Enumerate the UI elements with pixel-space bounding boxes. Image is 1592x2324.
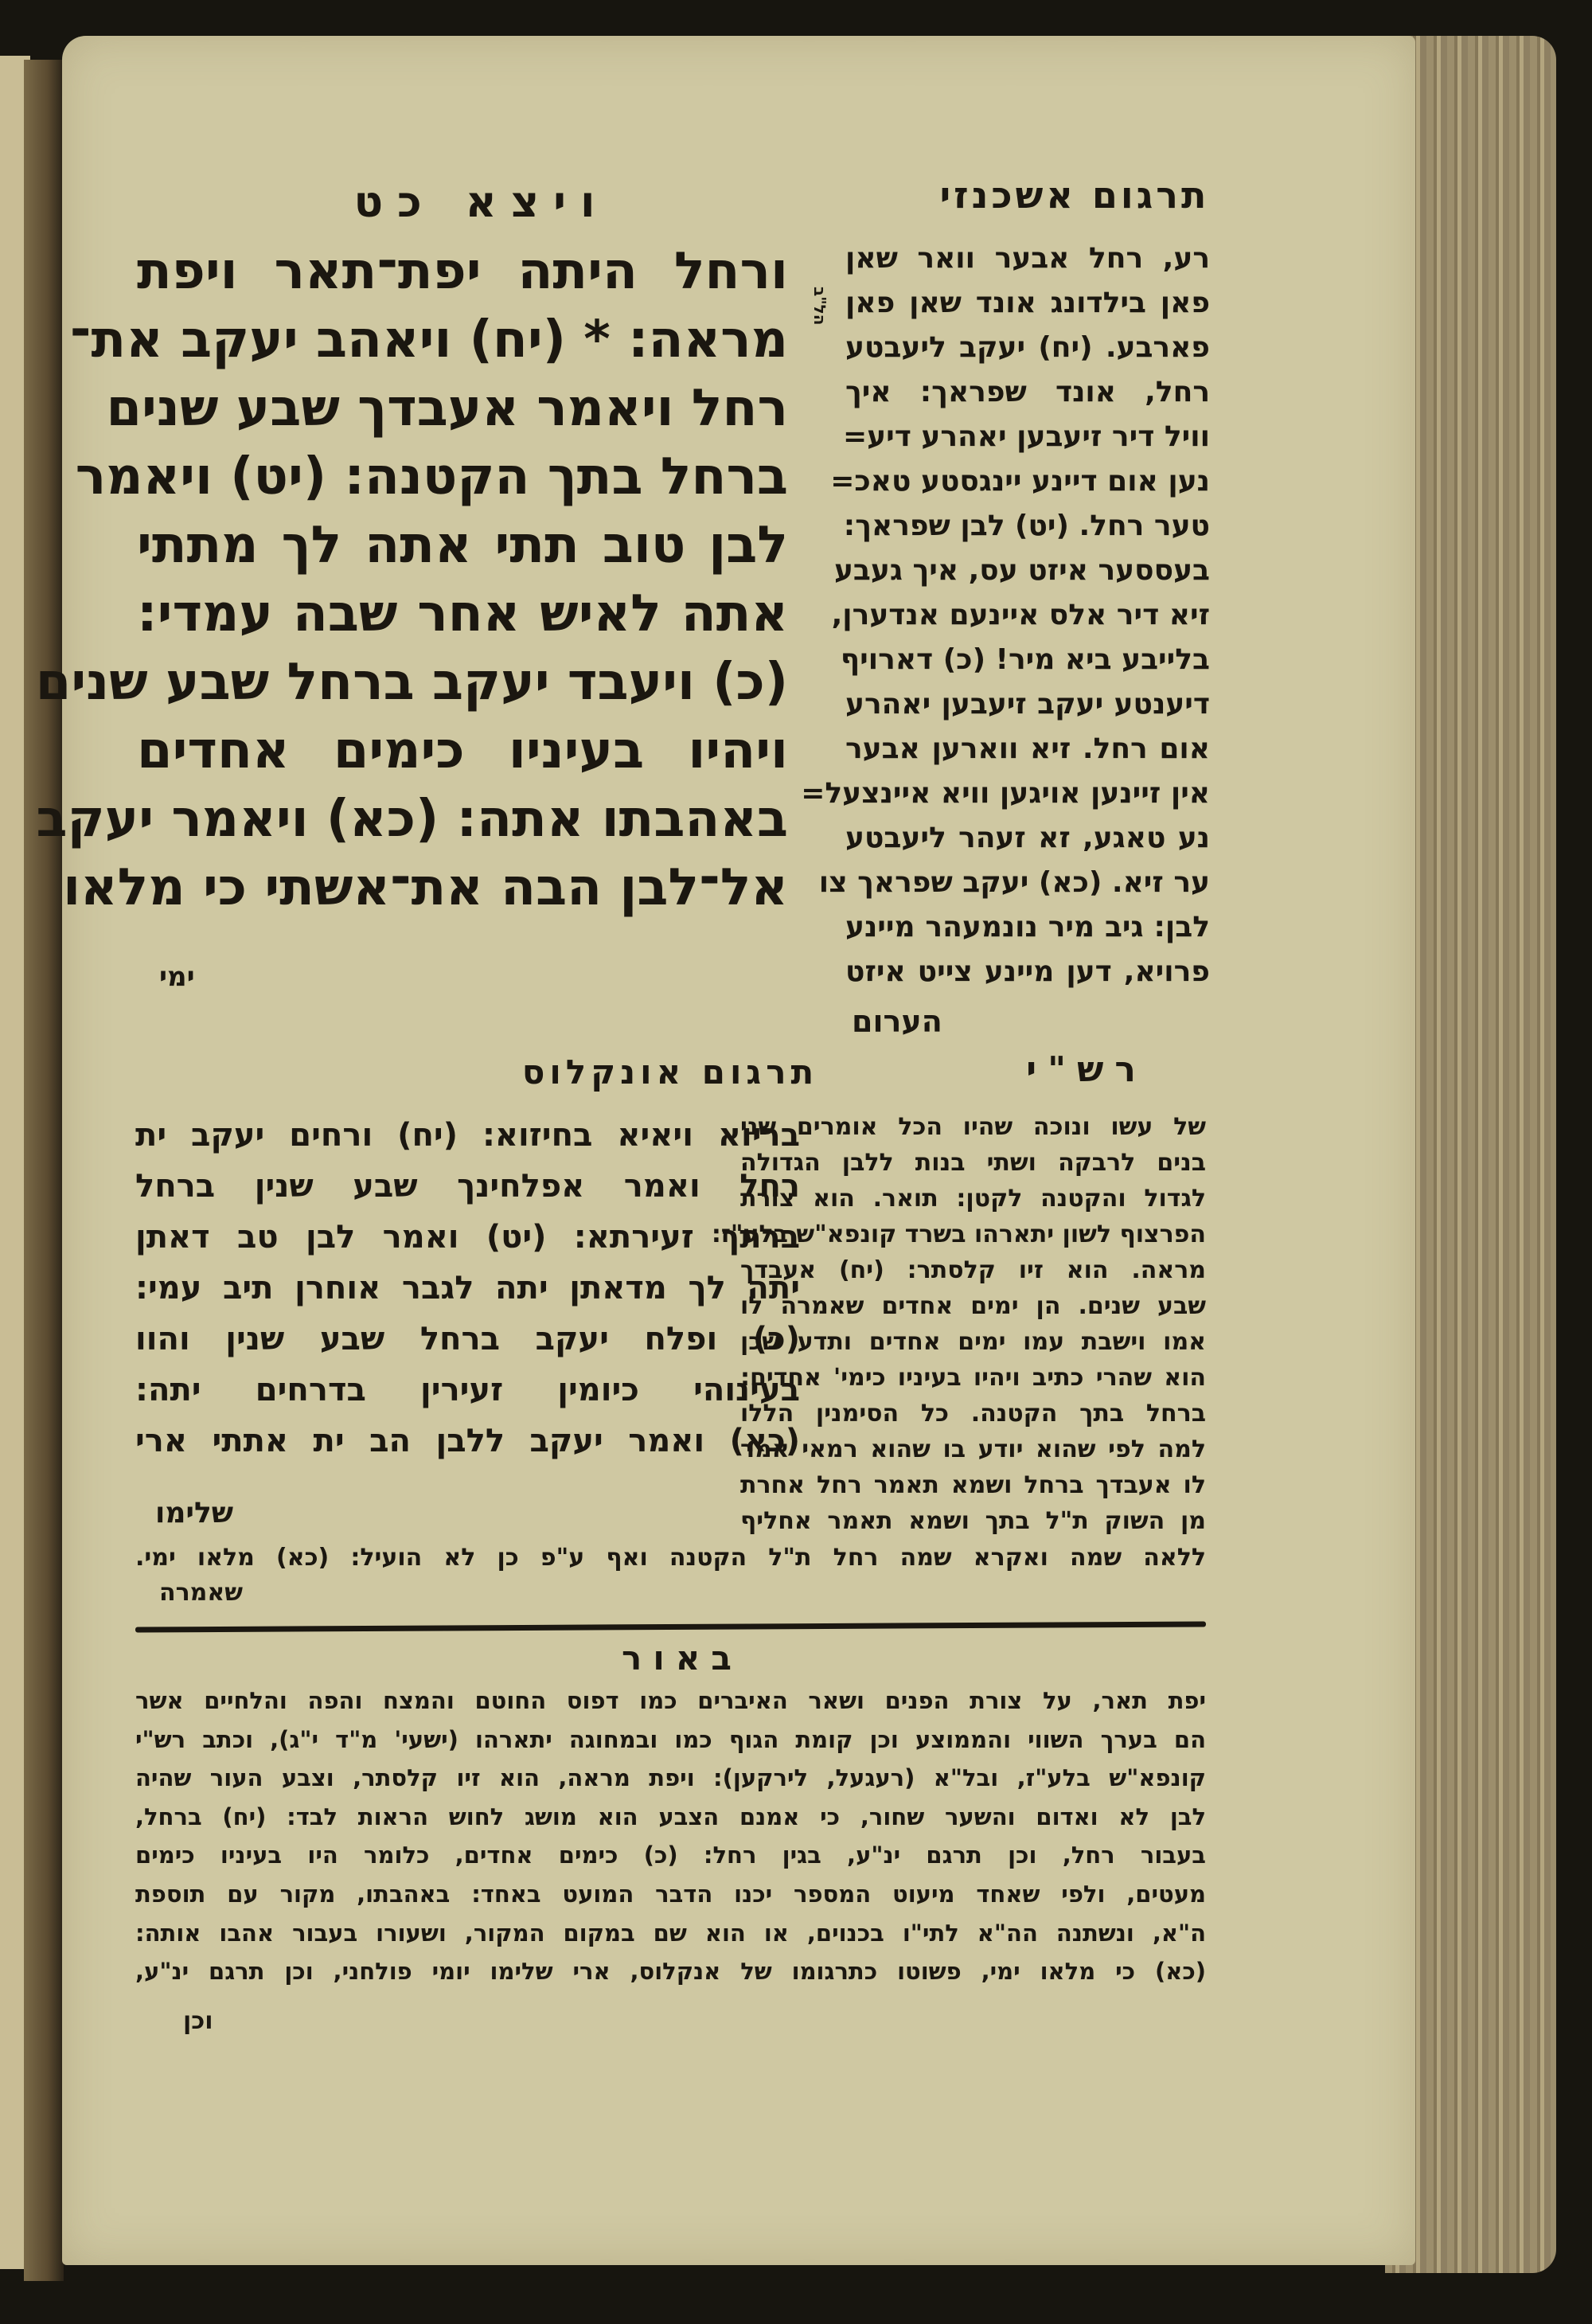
- text-line: בעססער איזט עס, איך געבע: [833, 554, 1210, 587]
- rashi-commentary: [711, 1109, 1206, 1539]
- text-line: בלייבע ביא מיר! (כ) דארויף: [840, 643, 1210, 676]
- text-line: מן השוק ת"ל בתך ושמא תאמר אחליף: [740, 1507, 1206, 1535]
- text-line: יתה לך מדאתן יתה לגבר אוחרן תיב עמי:: [135, 1270, 800, 1307]
- book-gutter: [24, 60, 64, 2281]
- text-line: של עשו ונוכה שהיו הכל אומרים שני: [740, 1113, 1206, 1141]
- text-line: ברתך זעירתא: (יט) ואמר לבן טב דאתן: [135, 1219, 800, 1256]
- text-line: באהבתו אתה: (כא) ויאמר יעקב: [36, 790, 788, 849]
- text-line: פארבע. (יח) יעקב ליעבטע: [845, 331, 1210, 364]
- ashkenazi-catchword: הערום: [852, 1004, 942, 1039]
- text-line: רחל, אונד שפראך: איך: [845, 376, 1210, 408]
- text-line: רע, רחל אבער וואר שאן: [845, 242, 1210, 275]
- header-targum-ashkenazi: תרגום אשכנזי: [939, 174, 1210, 217]
- text-line: בריוא ויאיא בחיזוא: (יח) ורחים יעקב ית: [135, 1117, 800, 1154]
- text-line: לו אעבדך ברחל ושמא תאמר רחל אחרת: [740, 1471, 1206, 1499]
- text-line: ויהיו בעיניו כימים אחדים: [137, 721, 788, 780]
- text-line: רחל ואמר אפלחינך שבע שנין ברחל: [135, 1168, 800, 1205]
- text-line: (כ) ויעבד יעקב ברחל שבע שנים: [35, 653, 788, 712]
- torah-text: [35, 237, 788, 922]
- rashi-catchword: שאמרה: [159, 1579, 243, 1607]
- text-line: אל־לבן הבה את־אשתי כי מלאו: [63, 858, 788, 917]
- text-line: פאן בילדונג אונד שאן פאן: [845, 287, 1210, 319]
- text-line: אין זיינען אויגען וויא איינצעל=: [801, 777, 1210, 810]
- header-targum-onkelos: תרגום אונקלוס: [521, 1053, 819, 1092]
- text-line: ברחל בתך הקטנה. כל הסימנין הללו: [740, 1400, 1206, 1428]
- margin-note: הל"ב: [810, 287, 829, 326]
- text-line: אמו וישבת עמו ימים אחדים ותדע שכן: [740, 1328, 1206, 1356]
- rashi-last-line: ללאה שמה ואקרא שמה רחל ת"ל הקטנה ואף ע"פ כן לא הועיל: (כא) מלאו ימי.: [135, 1544, 1206, 1572]
- text-line: ורחל היתה יפת־תאר ויפת: [137, 242, 788, 301]
- biur-catchword: וכן: [183, 2007, 213, 2035]
- text-line: בנים לרבקה ושתי בנות ללבן הגדולה: [740, 1149, 1206, 1177]
- text-line: ברחל בתך הקטנה: (יט) ויאמר: [75, 447, 788, 506]
- text-line: וויל דיר זיעבען יאהרע דיע=: [842, 420, 1210, 453]
- text-line: אתה לאיש אחר שבה עמדי:: [137, 584, 788, 643]
- header-biur: באור: [622, 1639, 743, 1678]
- text-line: הוא שהרי כתיב ויהיו בעיניו כימי' אחדים:: [740, 1364, 1206, 1392]
- text-line: הם בערך השווי והממוצע וכן קומת הגוף כמו ובמחוגה יתארהו (ישעי' מ"ד י"ג), וכתב רש"י: [135, 1725, 1206, 1753]
- text-line: שבע שנים. הן ימים אחדים שאמרה לו: [740, 1292, 1206, 1320]
- header-rashi: רש"י: [1026, 1049, 1147, 1090]
- text-line: למה לפי שהוא יודע בו שהוא רמאי אמר: [740, 1435, 1206, 1463]
- text-line: בעבור רחל, וכן תרגם ינ"ע, בגין רחל: (כ) כימים אחדים, כלומר היו בעיניו כימים: [135, 1842, 1206, 1869]
- text-line: קונפא"ש בלע"ז, ובל"א (רעגעל, לירקען): ויפת מראה, הוא זיו קלסתר, וצבע העור שהיה: [135, 1764, 1206, 1792]
- text-line: זיא דיר אלס איינעם אנדערן,: [831, 599, 1210, 631]
- text-line: יפת תאר, על צורת הפנים ושאר האיברים כמו דפוס החוטם והמצח והפה והלחיים אשר: [135, 1687, 1206, 1714]
- text-line: לבן טוב תתי אתה לך מתתי: [137, 516, 788, 575]
- text-line: נע טאגע, זא זעהר ליעבטע: [845, 822, 1210, 854]
- torah-catchword: ימי: [159, 961, 195, 993]
- text-line: רחל ויאמר אעבדך שבע שנים: [106, 379, 788, 438]
- text-line: בעינוהי כיומין זעירין בדרחים יתה:: [135, 1372, 800, 1408]
- text-line: דיענטע יעקב זיעבען יאהרע: [845, 688, 1210, 721]
- text-line: (כא) ואמר יעקב ללבן הב ית אתתי ארי: [135, 1423, 800, 1459]
- text-line: מראה: * (יח) ויאהב יעקב את־: [69, 311, 788, 369]
- onkelos-text: [135, 1110, 800, 1467]
- text-line: נען אום דיינע יינגסטע טאכ=: [830, 465, 1210, 498]
- text-line: הפרצוף לשון יתארהו בשרד קונפא"ש בלע"ז:: [711, 1221, 1206, 1248]
- text-line: פרויא, דען מיינע צייט איזט: [845, 955, 1210, 988]
- text-line: ער זיא. (כא) יעקב שפראך צו: [818, 866, 1210, 899]
- text-line: (כ) ופלח יעקב ברחל שבע שנין והוו: [135, 1321, 800, 1357]
- text-line: לגדול והקטנה לקטן: תואר. הוא צורת: [740, 1185, 1206, 1213]
- header-parsha-chapter: ויצא כט: [353, 177, 610, 227]
- text-line: מראה. הוא זיו קלסתר: (יח) אעבדך: [740, 1256, 1206, 1284]
- text-line: לבן לא ואדום והשער שחור, כי אמנם הצבע הוא מושג לחוש הראות לבד: (יח) ברחל,: [135, 1803, 1206, 1830]
- onkelos-catchword: שלימו: [155, 1497, 234, 1529]
- text-line: ה"א, ונשתנה הה"א לתי"ו בכנוים, או הוא שם במקום המקור, ושעורו בעבור אהבו אותה:: [135, 1919, 1206, 1947]
- biur-commentary: [135, 1681, 1206, 1991]
- text-line: לבן: גיב מיר נונמעהר מיינע: [845, 911, 1210, 943]
- text-line: מעטים, ולפי שאחד מיעוט המספר יכנו הדבר המועט באחד: באהבתו, מקור עם תוספת: [135, 1880, 1206, 1908]
- text-line: (כא) כי מלאו ימי, פשוטו כתרגומו של אנקלוס, ארי שלימו יומי פולחני, וכן תרגם ינ"ע,: [135, 1958, 1206, 1986]
- text-line: אום רחל. זיא ווארען אבער: [845, 732, 1210, 765]
- text-line: טער רחל. (יט) לבן שפראך:: [843, 510, 1210, 542]
